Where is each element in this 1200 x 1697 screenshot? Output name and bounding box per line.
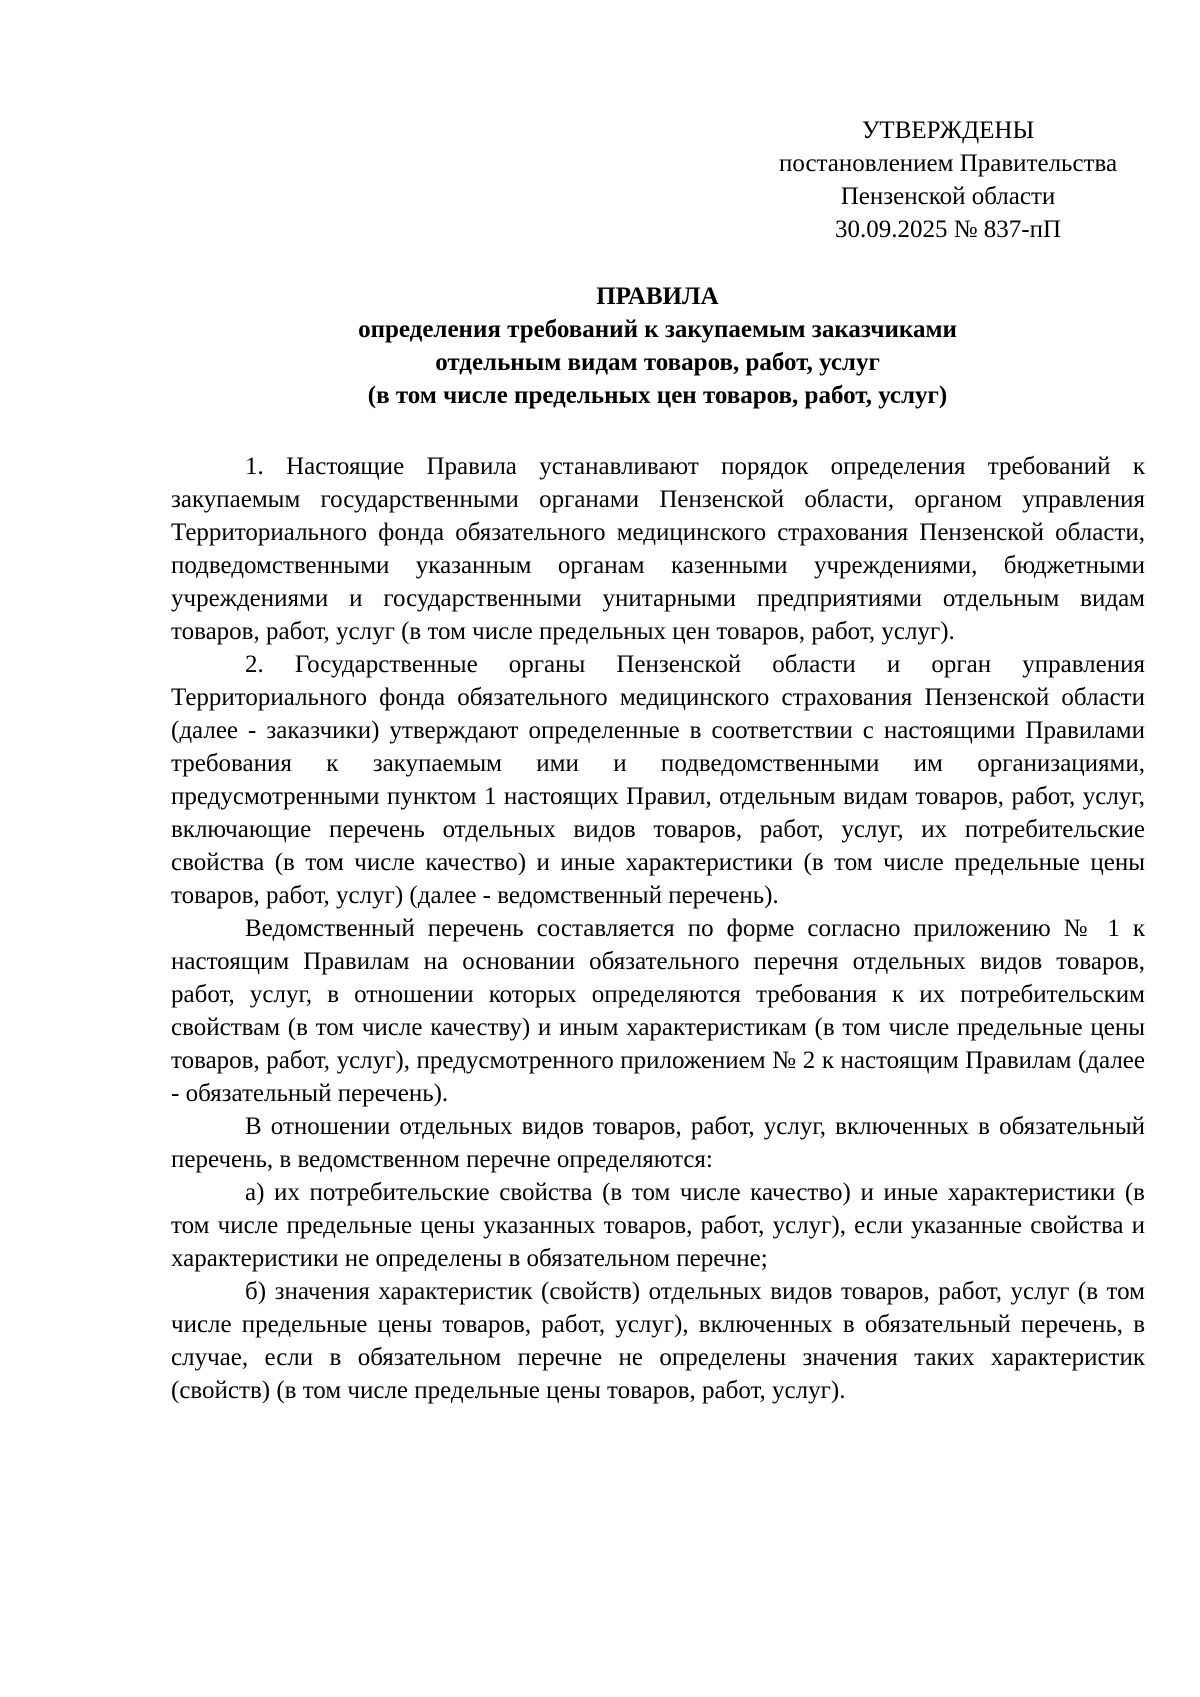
- paragraph-4: В отношении отдельных видов товаров, работ, услуг, включенных в обязательный перечень, в ведомственном перечне определяются:: [171, 1113, 1145, 1173]
- paragraph-3: Ведомственный перечень составляется по форме согласно приложению № 1 к настоящим Правилам на основании обязательного перечня отдельных видов товаров, работ, услуг, в отношении которых определяются требования к их потребительским свойствам (в том числе качеству) и иным характеристикам (в том числе предельные цены товаров, работ, услуг), предусмотренного приложением № 2 к настоящим Правилам (далее - обязательный перечень).: [171, 915, 1145, 1107]
- approval-heading: УТВЕРЖДЕНЫ: [861, 117, 1035, 144]
- approval-region: Пензенской области: [840, 183, 1056, 210]
- title-line-1: ПРАВИЛА: [596, 283, 719, 310]
- paragraph-item-a: а) их потребительские свойства (в том числе качество) и иные характеристики (в том числе предельные цены указанных товаров, работ, услуг), если указанные свойства и характеристики не определены в обязательном перечне;: [171, 1179, 1145, 1272]
- approval-date-number: 30.09.2025 № 837-пП: [834, 216, 1062, 243]
- title-line-2: определения требований к закупаемым заказчиками: [358, 316, 957, 343]
- title-line-3: отдельным видам товаров, работ, услуг: [435, 349, 880, 376]
- paragraph-item-b: б) значения характеристик (свойств) отдельных видов товаров, работ, услуг (в том числе предельные цены товаров, работ, услуг), включенных в обязательный перечень, в случае, если в обязательном перечне не определены значения таких характеристик (свойств) (в том числе предельные цены товаров, работ, услуг).: [171, 1278, 1145, 1404]
- paragraph-2: 2. Государственные органы Пензенской области и орган управления Территориального фонда обязательного медицинского страхования Пензенской области (далее - заказчики) утверждают определенные в соответствии с настоящими Правилами требования к закупаемым ими и подведомственными им организациями, предусмотренными пунктом 1 настоящих Правил, отдельным видам товаров, работ, услуг, включающие перечень отдельных видов товаров, работ, услуг, их потребительские свойства (в том числе качество) и иные характеристики (в том числе предельные цены товаров, работ, услуг) (далее - ведомственный перечень).: [171, 651, 1145, 909]
- document-body: [171, 450, 1145, 1407]
- document-title: [170, 280, 1145, 412]
- title-line-4: (в том числе предельных цен товаров, работ, услуг): [367, 382, 948, 409]
- paragraph-1: 1. Настоящие Правила устанавливают порядок определения требований к закупаемым государственными органами Пензенской области, органом управления Территориального фонда обязательного медицинского страхования Пензенской области, подведомственными указанным органам казенными учреждениями, бюджетными учреждениями и государственными унитарными предприятиями отдельным видам товаров, работ, услуг (в том числе предельных цен товаров, работ, услуг).: [171, 453, 1145, 645]
- approval-by-resolution: постановлением Правительства: [778, 150, 1118, 177]
- approval-stamp-block: [738, 114, 1158, 246]
